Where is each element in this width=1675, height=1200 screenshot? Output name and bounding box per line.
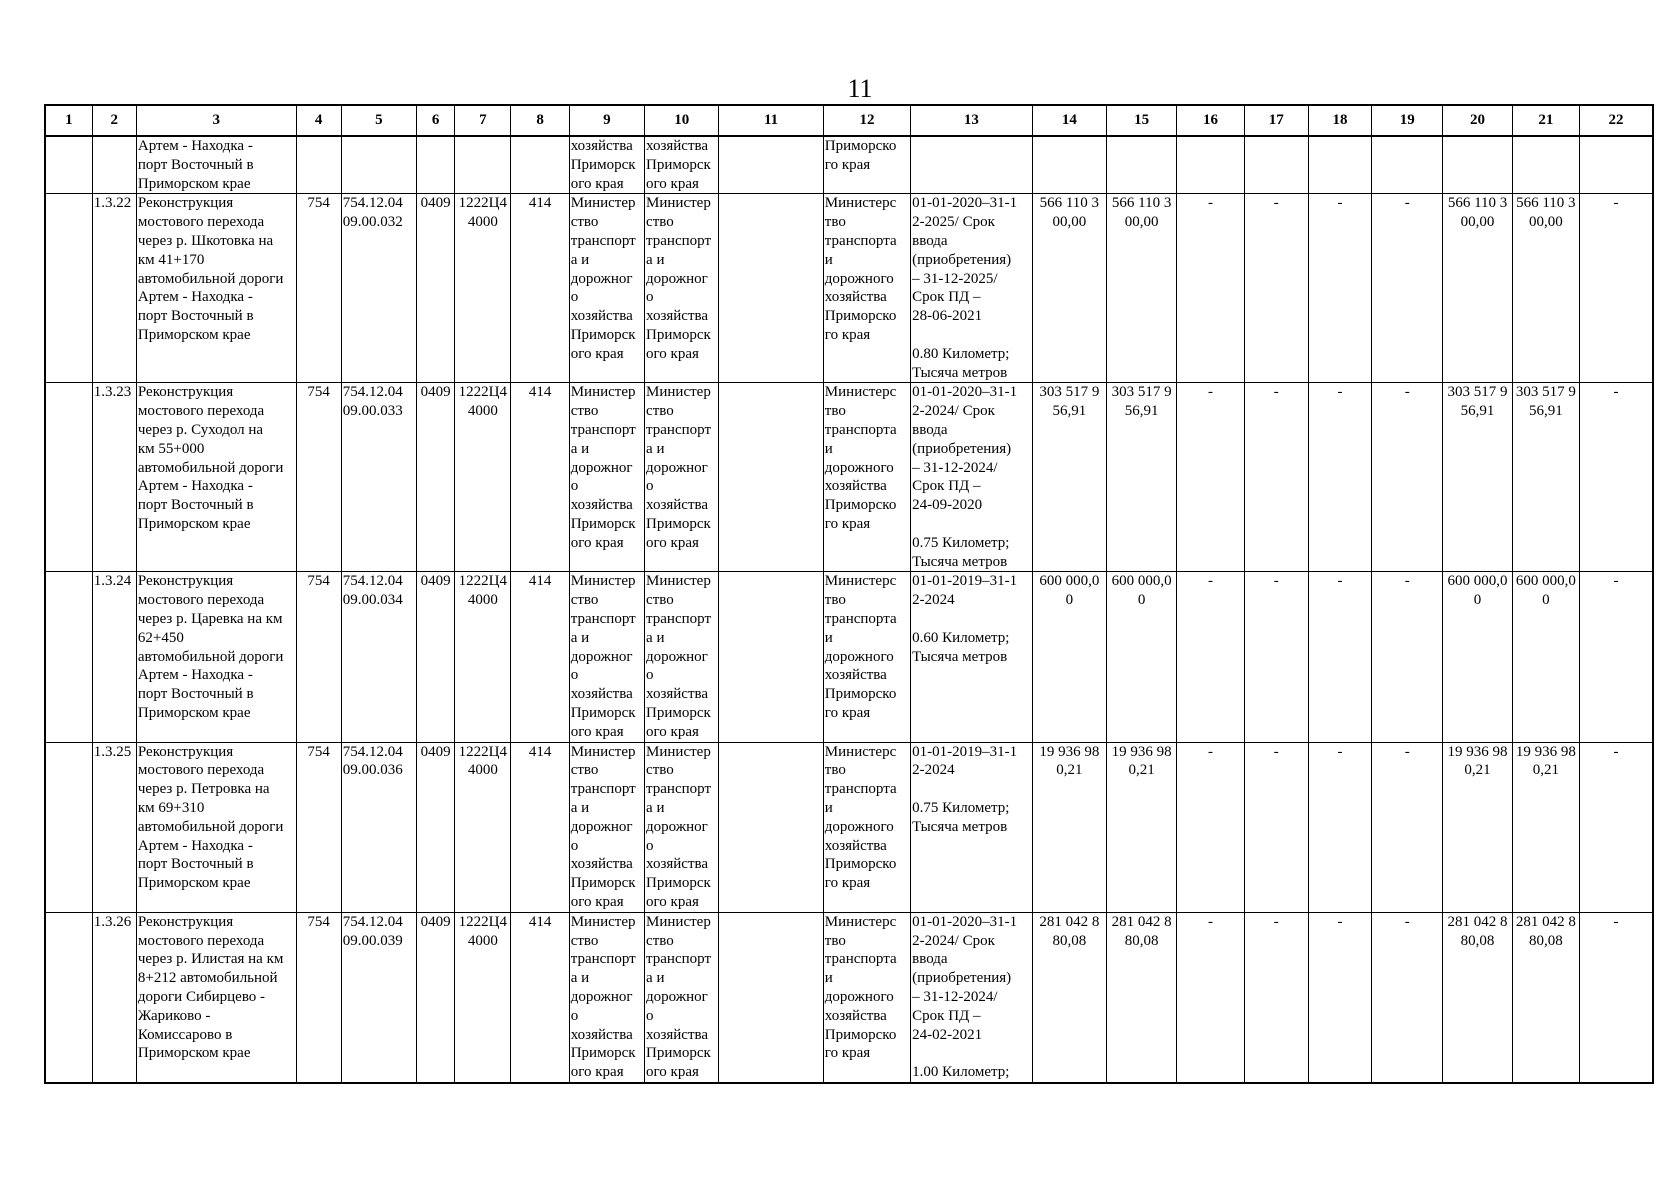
table-cell-col-21: 566 110 3 00,00 [1512, 194, 1579, 383]
table-cell-col-14: 600 000,0 0 [1032, 572, 1106, 742]
column-header: 18 [1308, 105, 1371, 136]
table-cell-col-13: 01-01-2020–31-1 2-2025/ Срок ввода (приобретения) – 31-12-2025/ Срок ПД – 28-06-2021 0.80 Километр; Тысяча метров [911, 194, 1033, 383]
table-cell-col-22: - [1579, 742, 1653, 912]
table-cell-col-18: - [1308, 742, 1371, 912]
table-cell-col-11 [719, 194, 823, 383]
table-cell-col-13: 01-01-2019–31-1 2-2024 0.60 Километр; Тысяча метров [911, 572, 1033, 742]
column-header: 21 [1512, 105, 1579, 136]
table-cell-col-21: 600 000,0 0 [1512, 572, 1579, 742]
column-header: 20 [1443, 105, 1512, 136]
table-cell-col-15: 600 000,0 0 [1107, 572, 1177, 742]
table-cell-col-11 [719, 742, 823, 912]
column-header: 19 [1372, 105, 1443, 136]
table-cell-col-4: 754 [296, 383, 341, 572]
column-header: 8 [511, 105, 569, 136]
page-number: 11 [847, 74, 873, 103]
column-header: 1 [45, 105, 92, 136]
column-header: 9 [569, 105, 644, 136]
table-cell-col-7: 1222Ц4 4000 [455, 742, 511, 912]
table-cell-col-3: Реконструкция мостового перехода через р. Илистая на км 8+212 автомобильной дороги Сибирцево - Жариково - Комиссарово в Приморском крае [136, 912, 296, 1083]
table-cell-col-17: - [1244, 912, 1308, 1083]
table-cell-col-4: 754 [296, 912, 341, 1083]
table-cell-col-12: Министерс тво транспорта и дорожного хозяйства Приморско го края [823, 912, 910, 1083]
table-cell-col-3: Реконструкция мостового перехода через р. Шкотовка на км 41+170 автомобильной дороги Артем - Находка - порт Восточный в Приморском крае [136, 194, 296, 383]
table-cell-col-15: 19 936 98 0,21 [1107, 742, 1177, 912]
table-cell-col-16: - [1177, 742, 1244, 912]
table-cell-col-8: 414 [511, 742, 569, 912]
table-cell-col-4 [296, 136, 341, 194]
table-cell-col-16: - [1177, 194, 1244, 383]
table-cell-col-20: 600 000,0 0 [1443, 572, 1512, 742]
table-cell-col-21: 303 517 9 56,91 [1512, 383, 1579, 572]
table-cell-col-5: 754.12.04 09.00.034 [341, 572, 416, 742]
table-cell-col-7: 1222Ц4 4000 [455, 194, 511, 383]
table-cell-col-4: 754 [296, 572, 341, 742]
table-cell-col-7: 1222Ц4 4000 [455, 383, 511, 572]
table-cell-col-21: 19 936 98 0,21 [1512, 742, 1579, 912]
table-cell-col-2 [92, 136, 136, 194]
table-cell-col-18: - [1308, 572, 1371, 742]
table-cell-col-20: 19 936 98 0,21 [1443, 742, 1512, 912]
column-header: 4 [296, 105, 341, 136]
table-row [45, 383, 1653, 572]
table-cell-col-16 [1177, 136, 1244, 194]
table-cell-col-11 [719, 136, 823, 194]
column-header: 5 [341, 105, 416, 136]
column-header: 13 [911, 105, 1033, 136]
table-cell-col-6: 0409 [417, 572, 455, 742]
table-cell-col-17 [1244, 136, 1308, 194]
table-cell-col-3: Артем - Находка - порт Восточный в Приморском крае [136, 136, 296, 194]
table-cell-col-20 [1443, 136, 1512, 194]
table-cell-col-5: 754.12.04 09.00.032 [341, 194, 416, 383]
table-cell-col-8 [511, 136, 569, 194]
table-cell-col-6: 0409 [417, 383, 455, 572]
table-cell-col-16: - [1177, 912, 1244, 1083]
table-cell-col-22: - [1579, 383, 1653, 572]
table-cell-col-1 [45, 912, 92, 1083]
table-cell-col-10: Министер ство транспорт а и дорожног о хозяйства Приморск ого края [645, 572, 719, 742]
table-cell-col-20: 281 042 8 80,08 [1443, 912, 1512, 1083]
table-cell-col-10: Министер ство транспорт а и дорожног о хозяйства Приморск ого края [645, 912, 719, 1083]
table-cell-col-1 [45, 572, 92, 742]
table-cell-col-18 [1308, 136, 1371, 194]
column-header: 6 [417, 105, 455, 136]
table-cell-col-19: - [1372, 194, 1443, 383]
column-header: 15 [1107, 105, 1177, 136]
table-cell-col-15 [1107, 136, 1177, 194]
table-cell-col-9: Министер ство транспорт а и дорожног о хозяйства Приморск ого края [569, 912, 644, 1083]
table-cell-col-19: - [1372, 572, 1443, 742]
table-cell-col-1 [45, 742, 92, 912]
column-header: 12 [823, 105, 910, 136]
table-cell-col-10: Министер ство транспорт а и дорожног о хозяйства Приморск ого края [645, 194, 719, 383]
table-cell-col-5 [341, 136, 416, 194]
table-cell-col-2: 1.3.24 [92, 572, 136, 742]
table-cell-col-12: Приморско го края [823, 136, 910, 194]
table-cell-col-11 [719, 383, 823, 572]
table-cell-col-22: - [1579, 572, 1653, 742]
table-cell-col-12: Министерс тво транспорта и дорожного хозяйства Приморско го края [823, 194, 910, 383]
table-cell-col-13: 01-01-2019–31-1 2-2024 0.75 Километр; Тысяча метров [911, 742, 1033, 912]
table-cell-col-19: - [1372, 383, 1443, 572]
table-cell-col-9: Министер ство транспорт а и дорожног о хозяйства Приморск ого края [569, 572, 644, 742]
table-cell-col-19: - [1372, 742, 1443, 912]
table-cell-col-18: - [1308, 912, 1371, 1083]
table-cell-col-21 [1512, 136, 1579, 194]
column-header: 2 [92, 105, 136, 136]
table-cell-col-9: хозяйства Приморск ого края [569, 136, 644, 194]
table-cell-col-17: - [1244, 383, 1308, 572]
data-table [44, 104, 1654, 1084]
table-cell-col-4: 754 [296, 742, 341, 912]
table-cell-col-8: 414 [511, 572, 569, 742]
table-cell-col-2: 1.3.26 [92, 912, 136, 1083]
table-cell-col-13: 01-01-2020–31-1 2-2024/ Срок ввода (приобретения) – 31-12-2024/ Срок ПД – 24-02-2021 1.00 Километр; [911, 912, 1033, 1083]
table-cell-col-14: 281 042 8 80,08 [1032, 912, 1106, 1083]
table-cell-col-13: 01-01-2020–31-1 2-2024/ Срок ввода (приобретения) – 31-12-2024/ Срок ПД – 24-09-2020 0.75 Километр; Тысяча метров [911, 383, 1033, 572]
column-header: 10 [645, 105, 719, 136]
table-row [45, 136, 1653, 194]
table-cell-col-17: - [1244, 194, 1308, 383]
table-cell-col-12: Министерс тво транспорта и дорожного хозяйства Приморско го края [823, 572, 910, 742]
table-cell-col-14: 19 936 98 0,21 [1032, 742, 1106, 912]
table-cell-col-10: хозяйства Приморск ого края [645, 136, 719, 194]
table-row [45, 194, 1653, 383]
table-cell-col-1 [45, 136, 92, 194]
table-cell-col-2: 1.3.22 [92, 194, 136, 383]
table-cell-col-13 [911, 136, 1033, 194]
table-cell-col-2: 1.3.25 [92, 742, 136, 912]
table-cell-col-8: 414 [511, 383, 569, 572]
table-cell-col-8: 414 [511, 912, 569, 1083]
table-cell-col-18: - [1308, 383, 1371, 572]
table-cell-col-12: Министерс тво транспорта и дорожного хозяйства Приморско го края [823, 742, 910, 912]
table-cell-col-10: Министер ство транспорт а и дорожног о хозяйства Приморск ого края [645, 742, 719, 912]
column-header: 14 [1032, 105, 1106, 136]
table-cell-col-16: - [1177, 383, 1244, 572]
table-cell-col-19 [1372, 136, 1443, 194]
table-cell-col-22: - [1579, 912, 1653, 1083]
table-cell-col-15: 281 042 8 80,08 [1107, 912, 1177, 1083]
table-cell-col-15: 303 517 9 56,91 [1107, 383, 1177, 572]
table-cell-col-6: 0409 [417, 742, 455, 912]
table-cell-col-5: 754.12.04 09.00.033 [341, 383, 416, 572]
header-row [45, 105, 1653, 136]
column-header: 17 [1244, 105, 1308, 136]
table-cell-col-17: - [1244, 742, 1308, 912]
table-cell-col-10: Министер ство транспорт а и дорожног о хозяйства Приморск ого края [645, 383, 719, 572]
table-cell-col-19: - [1372, 912, 1443, 1083]
table-cell-col-11 [719, 572, 823, 742]
table-cell-col-11 [719, 912, 823, 1083]
table-cell-col-9: Министер ство транспорт а и дорожног о хозяйства Приморск ого края [569, 194, 644, 383]
table-cell-col-9: Министер ство транспорт а и дорожног о хозяйства Приморск ого края [569, 742, 644, 912]
table-cell-col-12: Министерс тво транспорта и дорожного хозяйства Приморско го края [823, 383, 910, 572]
table-cell-col-14: 303 517 9 56,91 [1032, 383, 1106, 572]
table-cell-col-14 [1032, 136, 1106, 194]
table-cell-col-3: Реконструкция мостового перехода через р. Петровка на км 69+310 автомобильной дороги Артем - Находка - порт Восточный в Приморском крае [136, 742, 296, 912]
table-row [45, 912, 1653, 1083]
table-cell-col-9: Министер ство транспорт а и дорожног о хозяйства Приморск ого края [569, 383, 644, 572]
table-cell-col-20: 566 110 3 00,00 [1443, 194, 1512, 383]
table-cell-col-4: 754 [296, 194, 341, 383]
column-header: 11 [719, 105, 823, 136]
column-header: 7 [455, 105, 511, 136]
table-cell-col-2: 1.3.23 [92, 383, 136, 572]
column-header: 22 [1579, 105, 1653, 136]
table-cell-col-1 [45, 383, 92, 572]
table-cell-col-15: 566 110 3 00,00 [1107, 194, 1177, 383]
table-cell-col-5: 754.12.04 09.00.036 [341, 742, 416, 912]
table-cell-col-7: 1222Ц4 4000 [455, 912, 511, 1083]
column-header: 3 [136, 105, 296, 136]
table-cell-col-6 [417, 136, 455, 194]
table-cell-col-18: - [1308, 194, 1371, 383]
table-cell-col-17: - [1244, 572, 1308, 742]
table-row [45, 742, 1653, 912]
table-cell-col-5: 754.12.04 09.00.039 [341, 912, 416, 1083]
table-cell-col-20: 303 517 9 56,91 [1443, 383, 1512, 572]
table-row [45, 572, 1653, 742]
table-cell-col-14: 566 110 3 00,00 [1032, 194, 1106, 383]
table-cell-col-1 [45, 194, 92, 383]
table-cell-col-16: - [1177, 572, 1244, 742]
table-cell-col-3: Реконструкция мостового перехода через р. Суходол на км 55+000 автомобильной дороги Артем - Находка - порт Восточный в Приморском крае [136, 383, 296, 572]
table-cell-col-7: 1222Ц4 4000 [455, 572, 511, 742]
table-cell-col-6: 0409 [417, 194, 455, 383]
table-cell-col-3: Реконструкция мостового перехода через р. Царевка на км 62+450 автомобильной дороги Артем - Находка - порт Восточный в Приморском крае [136, 572, 296, 742]
table-cell-col-7 [455, 136, 511, 194]
table-cell-col-8: 414 [511, 194, 569, 383]
table-cell-col-21: 281 042 8 80,08 [1512, 912, 1579, 1083]
table-cell-col-22: - [1579, 194, 1653, 383]
column-header: 16 [1177, 105, 1244, 136]
table-cell-col-6: 0409 [417, 912, 455, 1083]
table-cell-col-22 [1579, 136, 1653, 194]
